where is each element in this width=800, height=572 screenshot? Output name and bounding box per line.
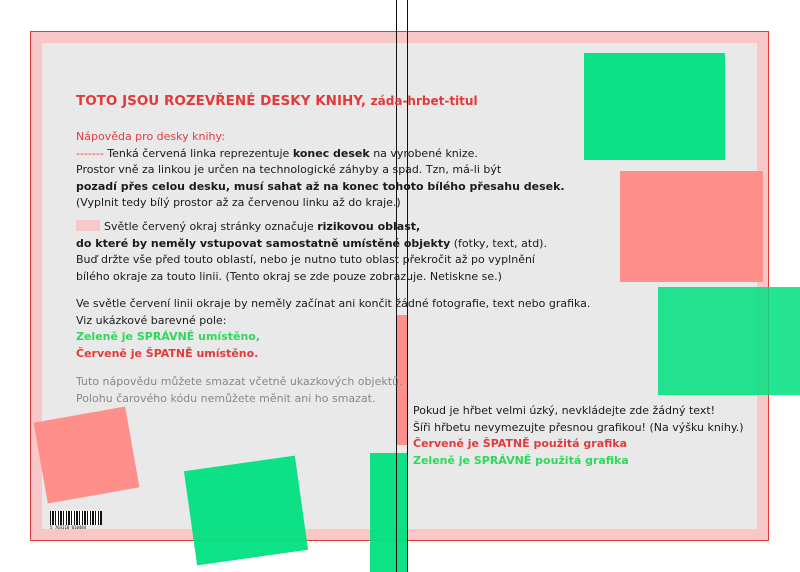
sample-line-2: Viz ukázkové barevné pole: bbox=[76, 313, 227, 327]
sample-good-rotated[interactable] bbox=[184, 456, 308, 566]
risk-line-2: do které by neměly vstupovat samostatně umístěné objekty (fotky, text, atd). bbox=[76, 236, 547, 250]
risk-line-3: Buď držte vše před touto oblastí, nebo je nutno tuto oblast překročit až po vyplnění bbox=[76, 253, 535, 266]
spine-good-label: Zeleně je SPRÁVNĚ použitá grafika bbox=[413, 453, 629, 467]
sample-good-top-right[interactable] bbox=[584, 53, 725, 160]
risk-line-1: Světle červený okraj stránky označuje rizikovou oblast, bbox=[76, 219, 547, 236]
risk-help-block bbox=[76, 219, 547, 285]
sample-line-1: Ve světle červení linii okraje by neměly začínat ani končit žádné fotografie, text nebo grafika. bbox=[76, 297, 591, 310]
delete-note-1: Tuto nápovědu můžete smazat včetně ukazkových objektů. bbox=[76, 375, 403, 388]
trim-line-marker: ------- bbox=[76, 146, 104, 160]
page-title bbox=[76, 93, 478, 109]
delete-note-2: Polohu čarového kódu nemůžete měnit ani ho smazat. bbox=[76, 391, 376, 405]
help-paragraph-4: (Vyplnit tedy bílý prostor až za červenou linku až do kraje.) bbox=[76, 196, 401, 209]
barcode bbox=[50, 511, 102, 525]
help-paragraph-3: pozadí přes celou desku, musí sahat až na konec tohoto bílého přesahu desek. bbox=[76, 179, 565, 193]
spine-help-1: Pokud je hřbet velmi úzký, nevkládejte zde žádný text! bbox=[413, 404, 716, 417]
sample-help-block bbox=[76, 296, 590, 362]
help-paragraph-2: Prostor vně za linkou je určen na technologické záhyby a spad. Tzn, má-li být bbox=[76, 163, 502, 176]
delete-note-block bbox=[76, 374, 403, 407]
spine-help-2: Šíři hřbetu nevymezujte přesnou grafikou! (Na výšku knihy.) bbox=[413, 420, 744, 434]
spine-bad-label: Červeně je ŠPATNĚ použitá grafika bbox=[413, 437, 628, 450]
spine-help-block bbox=[413, 403, 744, 469]
title-sub: záda-hrbet-titul bbox=[370, 94, 478, 108]
sample-good-spine[interactable] bbox=[370, 453, 408, 572]
title-main: TOTO JSOU ROZEVŘENÉ DESKY KNIHY, bbox=[76, 93, 366, 109]
sample-good-right-edge[interactable] bbox=[658, 287, 800, 395]
risk-line-4: bílého okraje za touto linii. (Tento okraj se zde pouze zobrazuje. Netiskne se.) bbox=[76, 269, 502, 283]
help-heading: Nápověda pro desky knihy: bbox=[76, 130, 225, 143]
risk-area-swatch bbox=[76, 220, 100, 231]
sample-bad-right[interactable] bbox=[620, 171, 763, 282]
spine-left-line bbox=[396, 0, 397, 572]
barcode-digits: 5 703118 010484 bbox=[50, 525, 87, 530]
help-block bbox=[76, 129, 565, 212]
spine-right-line bbox=[407, 0, 408, 572]
good-placement-label: Zeleně je SPRÁVNĚ umístěno, bbox=[76, 330, 261, 343]
help-paragraph-1: ------- Tenká červená linka reprezentuje konec desek na vyrobené knize. bbox=[76, 146, 478, 160]
bad-placement-label: Červeně je ŠPATNĚ umístěno. bbox=[76, 346, 259, 360]
sample-bad-rotated[interactable] bbox=[34, 407, 140, 504]
